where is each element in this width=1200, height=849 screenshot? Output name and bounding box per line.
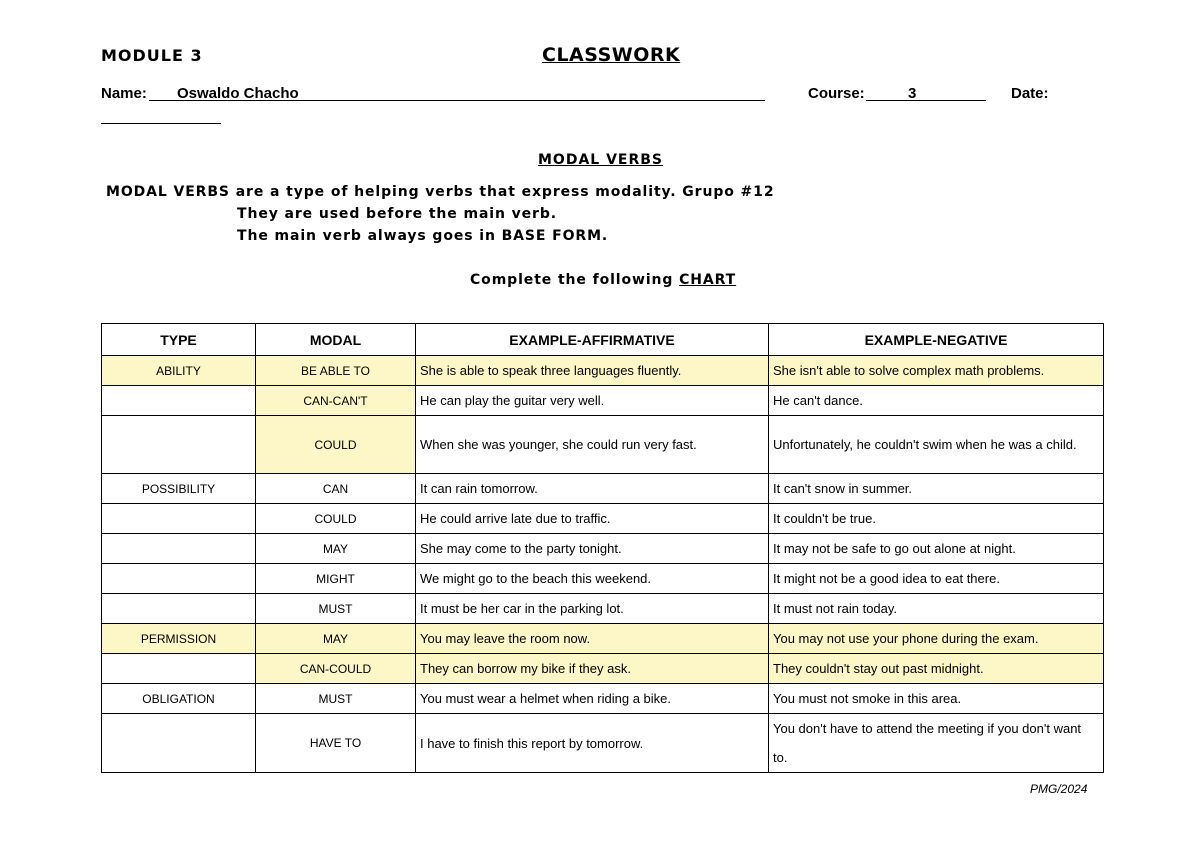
cell-type [102, 386, 256, 416]
cell-modal: MAY [256, 534, 416, 564]
cell-type [102, 534, 256, 564]
cell-negative: You don't have to attend the meeting if you don't want to. [769, 714, 1104, 773]
cell-modal: BE ABLE TO [256, 356, 416, 386]
cell-type: OBLIGATION [102, 684, 256, 714]
course-field[interactable]: 3 [866, 85, 986, 101]
module-label: MODULE 3 [101, 46, 203, 65]
table-row [102, 356, 1104, 386]
header-modal: MODAL [256, 324, 416, 356]
cell-negative: It must not rain today. [769, 594, 1104, 624]
cell-affirmative: I have to finish this report by tomorrow. [416, 714, 769, 773]
footer-code: PMG/2024 [1030, 782, 1088, 796]
table-row [102, 564, 1104, 594]
cell-type [102, 594, 256, 624]
cell-type [102, 564, 256, 594]
date-field[interactable] [101, 106, 221, 124]
cell-type: ABILITY [102, 356, 256, 386]
cell-negative: He can't dance. [769, 386, 1104, 416]
intro-line-1: MODAL VERBS are a type of helping verbs that express modality. Grupo #12 [106, 184, 775, 200]
cell-negative: You must not smoke in this area. [769, 684, 1104, 714]
instruction-chart-word: CHART [679, 272, 737, 288]
header-type: TYPE [102, 324, 256, 356]
cell-modal: MUST [256, 684, 416, 714]
cell-negative: Unfortunately, he couldn't swim when he was a child. [769, 416, 1104, 474]
table-header-row [102, 324, 1104, 356]
cell-negative: It might not be a good idea to eat there. [769, 564, 1104, 594]
table-row [102, 416, 1104, 474]
table-row [102, 386, 1104, 416]
header-affirmative: EXAMPLE-AFFIRMATIVE [416, 324, 769, 356]
table-row [102, 474, 1104, 504]
cell-type [102, 504, 256, 534]
date-label: Date: [1011, 85, 1049, 102]
cell-type: POSSIBILITY [102, 474, 256, 504]
cell-modal: HAVE TO [256, 714, 416, 773]
cell-type [102, 416, 256, 474]
cell-affirmative: We might go to the beach this weekend. [416, 564, 769, 594]
instruction [470, 272, 736, 288]
name-label: Name: [101, 85, 147, 102]
cell-affirmative: She may come to the party tonight. [416, 534, 769, 564]
table-row [102, 624, 1104, 654]
cell-modal: CAN-CAN'T [256, 386, 416, 416]
cell-negative: It can't snow in summer. [769, 474, 1104, 504]
cell-negative: You may not use your phone during the exam. [769, 624, 1104, 654]
table-row [102, 654, 1104, 684]
cell-modal: COULD [256, 416, 416, 474]
cell-negative: They couldn't stay out past midnight. [769, 654, 1104, 684]
cell-type: PERMISSION [102, 624, 256, 654]
page-title: CLASSWORK [542, 44, 681, 66]
cell-negative: It may not be safe to go out alone at night. [769, 534, 1104, 564]
cell-modal: CAN-COULD [256, 654, 416, 684]
intro-line-2: They are used before the main verb. [237, 206, 557, 222]
header-negative: EXAMPLE-NEGATIVE [769, 324, 1104, 356]
cell-affirmative: You must wear a helmet when riding a bike. [416, 684, 769, 714]
intro-line-3: The main verb always goes in BASE FORM. [237, 228, 609, 244]
modal-verbs-table [101, 323, 1104, 773]
cell-negative: She isn't able to solve complex math problems. [769, 356, 1104, 386]
cell-type [102, 654, 256, 684]
course-label: Course: [808, 85, 865, 102]
table-row [102, 534, 1104, 564]
table-row [102, 594, 1104, 624]
cell-modal: MUST [256, 594, 416, 624]
cell-affirmative: When she was younger, she could run very fast. [416, 416, 769, 474]
cell-affirmative: She is able to speak three languages fluently. [416, 356, 769, 386]
cell-modal: MIGHT [256, 564, 416, 594]
cell-type [102, 714, 256, 773]
instruction-text: Complete the following [470, 272, 680, 288]
table-row [102, 684, 1104, 714]
cell-affirmative: He could arrive late due to traffic. [416, 504, 769, 534]
table-row [102, 504, 1104, 534]
cell-affirmative: They can borrow my bike if they ask. [416, 654, 769, 684]
name-field[interactable]: Oswaldo Chacho [149, 85, 765, 101]
cell-modal: CAN [256, 474, 416, 504]
cell-modal: COULD [256, 504, 416, 534]
cell-negative: It couldn't be true. [769, 504, 1104, 534]
cell-modal: MAY [256, 624, 416, 654]
cell-affirmative: It can rain tomorrow. [416, 474, 769, 504]
cell-affirmative: It must be her car in the parking lot. [416, 594, 769, 624]
section-title: MODAL VERBS [538, 152, 664, 168]
table-row [102, 714, 1104, 773]
cell-affirmative: You may leave the room now. [416, 624, 769, 654]
cell-affirmative: He can play the guitar very well. [416, 386, 769, 416]
